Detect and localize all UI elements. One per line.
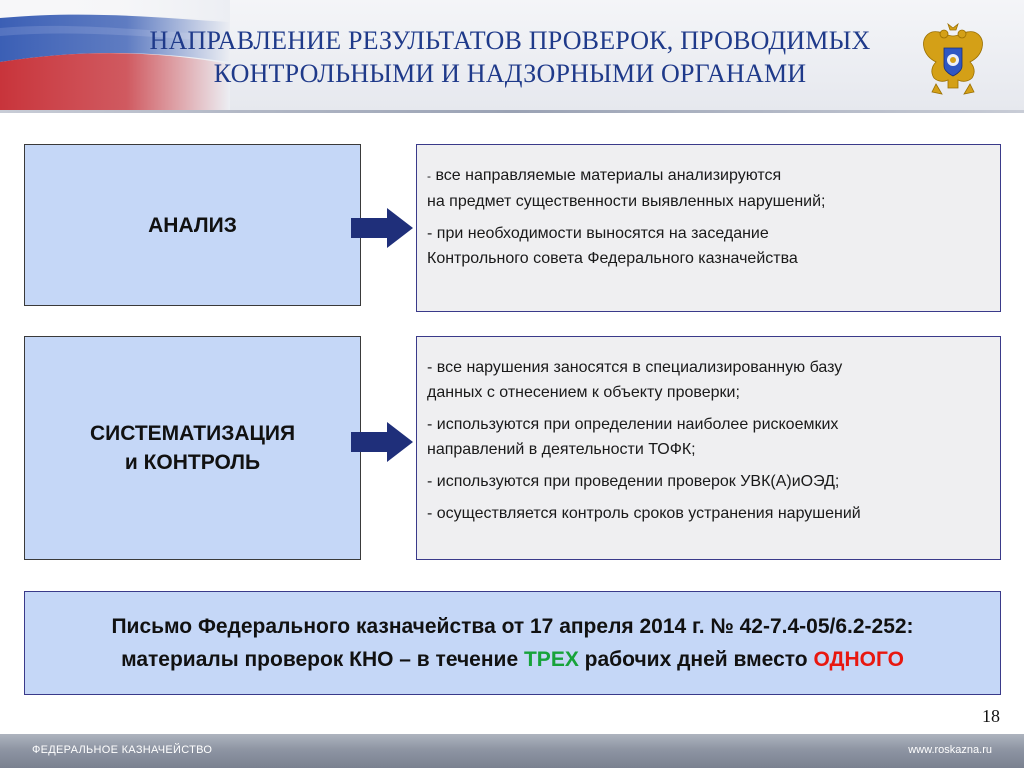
page-title-line-2: КОНТРОЛЬНЫМИ И НАДЗОРНЫМИ ОРГАНАМИ <box>213 59 807 88</box>
letter-reference-line-1: Письмо Федерального казначейства от 17 апреля 2014 г. № 42-7.4-05/6.2-252: <box>111 615 914 638</box>
analysis-detail-text: при необходимости выносятся на заседание <box>436 225 769 242</box>
systematization-detail-text: - используются при определении наиболее рискоемких <box>427 416 839 433</box>
systematization-detail-item <box>427 355 990 405</box>
analysis-detail-text-2: на предмет существенности выявленных нарушений; <box>427 193 826 210</box>
bullet-dash: - <box>427 169 431 183</box>
header <box>0 0 1024 112</box>
systematization-detail-text: - все нарушения заносятся в специализированную базу <box>427 359 843 376</box>
footer-website-link[interactable]: www.roskazna.ru <box>908 744 992 756</box>
footer <box>0 734 1024 768</box>
right-arrow-icon <box>349 420 415 464</box>
header-divider <box>0 110 1024 113</box>
analysis-detail-item <box>427 163 990 214</box>
systematization-detail-text: - используются при проведении проверок УВК(А)иОЭД; <box>427 473 840 490</box>
footer-organization: ФЕДЕРАЛЬНОЕ КАЗНАЧЕЙСТВО <box>32 744 213 756</box>
systematization-label-line-2: и КОНТРОЛЬ <box>124 451 261 474</box>
systematization-box <box>24 336 361 560</box>
systematization-detail-text-2: данных с отнесением к объекту проверки; <box>427 384 740 401</box>
letter-reference-line-2 <box>121 643 904 676</box>
analysis-box <box>24 144 361 306</box>
analysis-details-box <box>416 144 1001 312</box>
page-title-line-1: НАПРАВЛЕНИЕ РЕЗУЛЬТАТОВ ПРОВЕРОК, ПРОВОДИМЫХ <box>149 26 871 55</box>
analysis-label: АНАЛИЗ <box>148 213 237 237</box>
highlight-one: ОДНОГО <box>813 648 904 671</box>
letter-text-part-b: рабочих дней вместо <box>578 648 814 671</box>
systematization-detail-item <box>427 501 990 526</box>
systematization-label-line-1: СИСТЕМАТИЗАЦИЯ <box>89 422 296 445</box>
page-title <box>110 24 910 90</box>
letter-reference-box <box>24 591 1001 695</box>
systematization-detail-text-2: направлений в деятельности ТОФК; <box>427 441 696 458</box>
right-arrow-icon <box>349 206 415 250</box>
analysis-detail-item <box>427 221 990 271</box>
systematization-details-box <box>416 336 1001 560</box>
systematization-detail-item <box>427 469 990 494</box>
page-number: 18 <box>982 706 1000 726</box>
analysis-detail-text-2: Контрольного совета Федерального казначейства <box>427 250 798 267</box>
analysis-detail-text: все направляемые материалы анализируются <box>435 167 782 184</box>
systematization-detail-text: - осуществляется контроль сроков устранения нарушений <box>427 505 861 522</box>
double-headed-eagle-emblem-icon <box>918 22 988 98</box>
systematization-detail-item <box>427 412 990 462</box>
letter-text-part-a: материалы проверок КНО – в течение <box>121 648 524 671</box>
highlight-three: ТРЕХ <box>523 648 579 671</box>
bullet-dash: - <box>427 225 433 242</box>
